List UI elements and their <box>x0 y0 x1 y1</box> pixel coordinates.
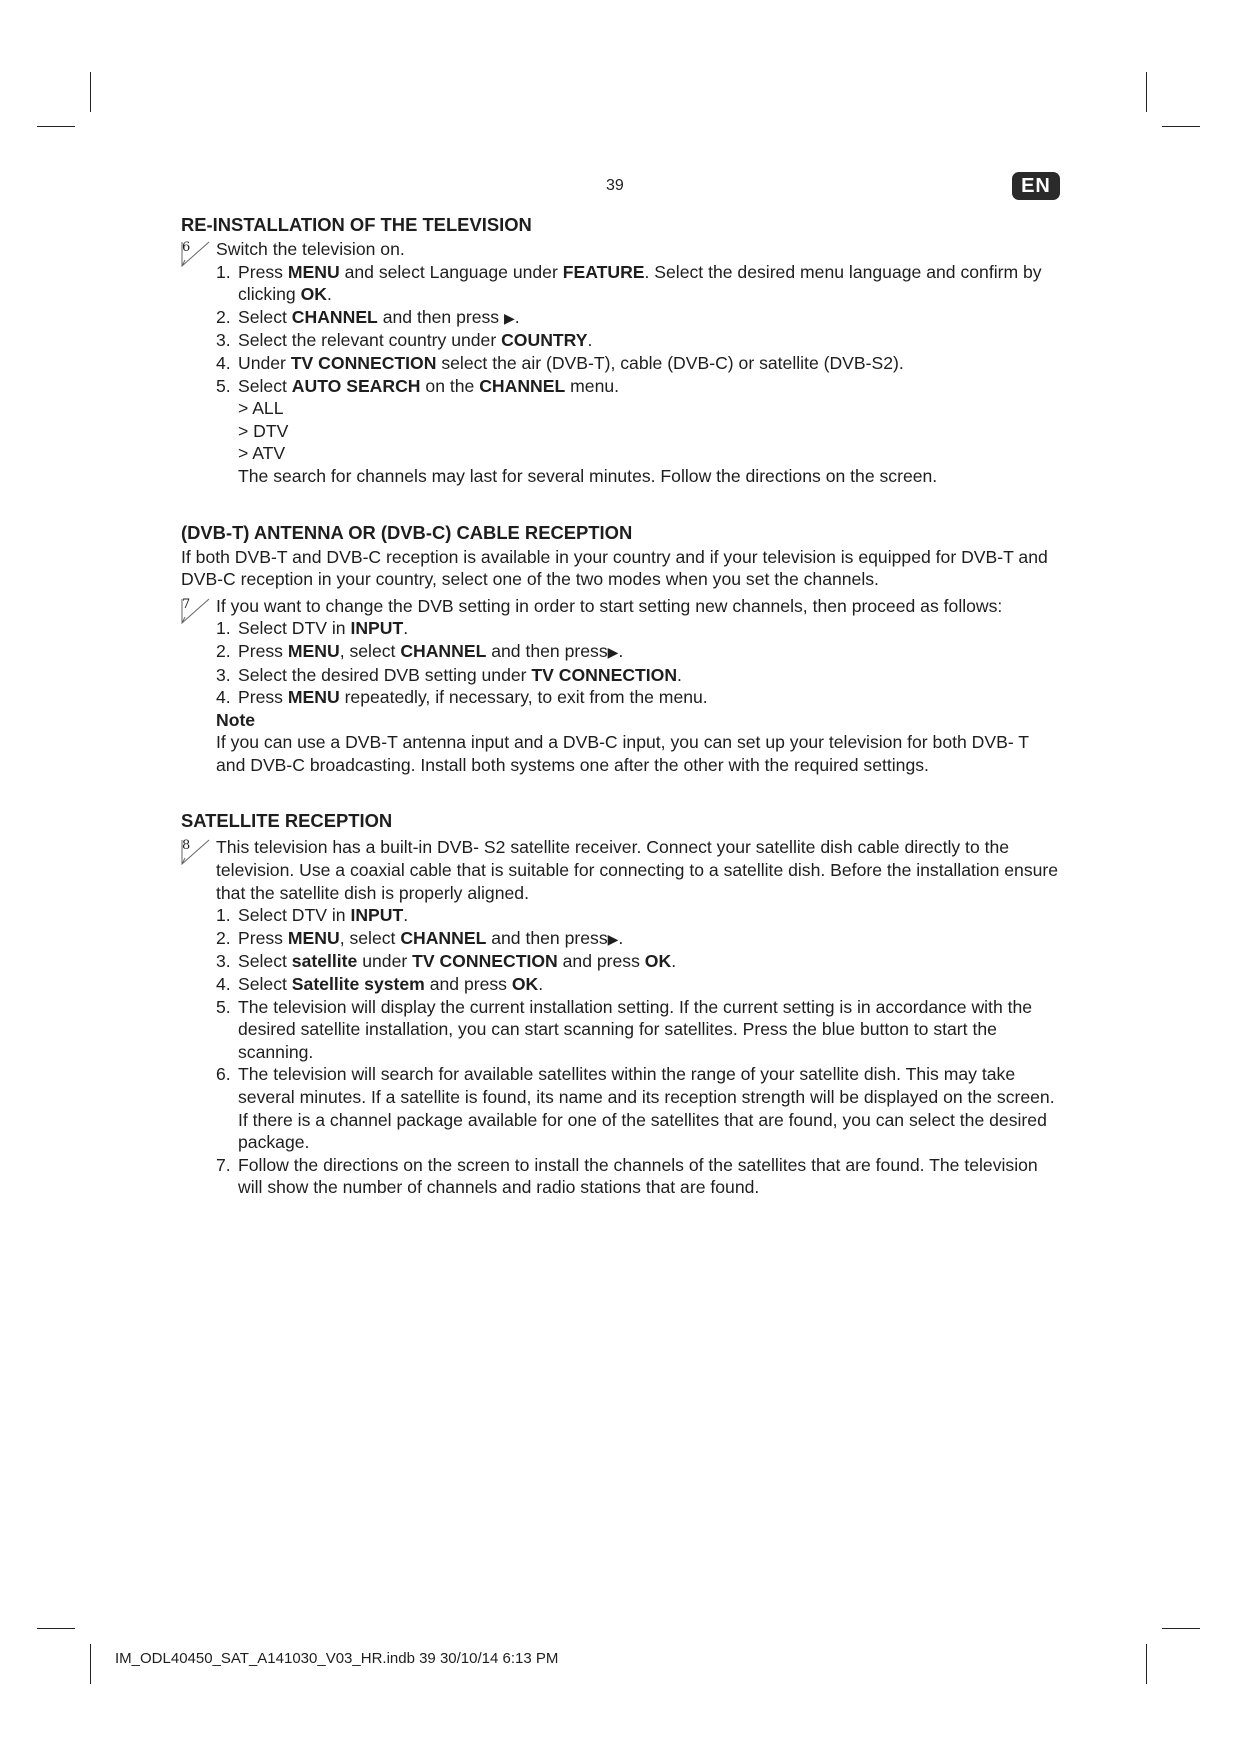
list-item: 5. Select AUTO SEARCH on the CHANNEL menu. <box>216 375 620 396</box>
list-item: 7. Follow the directions on the screen to install the channels of the satellites that are found. The television will show the number of channels and radio stations that are found. <box>216 1154 1038 1198</box>
list-item: 6. The television will search for available satellites within the range of your satellite dish. This may take several minutes. If a satellite is found, its name and its reception strength will be displayed on the screen. If there is a channel package available for one of the satellites that are found, you can select the desired package. <box>216 1064 1055 1153</box>
steps-list <box>216 617 1061 708</box>
note-pencil-icon: 7 <box>181 597 211 627</box>
language-badge: EN <box>1012 172 1060 200</box>
list-item: 3. Select satellite under TV CONNECTION and press OK. <box>216 951 677 972</box>
list-item: 4. Select Satellite system and press OK. <box>216 974 544 995</box>
list-item: 1. Select DTV in INPUT. <box>216 905 409 926</box>
section-satellite <box>181 808 1061 1199</box>
play-arrow-icon: ▶ <box>607 930 619 947</box>
crop-mark <box>37 126 75 127</box>
page-number: 39 <box>606 177 624 194</box>
note-block <box>181 595 1061 777</box>
crop-mark <box>37 1628 75 1629</box>
list-item: 4. Under TV CONNECTION select the air (DVB-T), cable (DVB-C) or satellite (DVB-S2). <box>216 352 904 373</box>
list-item: 5. The television will display the current installation setting. If the current setting is in accordance with the desired satellite installation, you can start scanning for satellites. Press the blue button to start the scanning. <box>216 996 1033 1062</box>
list-item: 2. Select CHANNEL and then press ▶. <box>216 306 520 327</box>
crop-mark <box>90 72 91 112</box>
option-all: > ALL <box>238 398 284 419</box>
steps-list <box>216 904 1061 1199</box>
crop-mark <box>1162 1628 1200 1629</box>
list-item: 3. Select the relevant country under COUNTRY. <box>216 330 593 351</box>
list-item: 4. Press MENU repeatedly, if necessary, to exit from the menu. <box>216 687 708 708</box>
note-block <box>181 836 1061 1199</box>
list-item: 2. Press MENU, select CHANNEL and then press▶. <box>216 927 624 948</box>
section-title: RE-INSTALLATION OF THE TELEVISION <box>181 214 532 235</box>
note-block <box>181 238 1061 488</box>
note-intro: Switch the television on. <box>216 239 405 259</box>
section-reinstallation <box>181 212 1061 488</box>
page-content <box>181 212 1061 1199</box>
crop-mark <box>1146 1644 1147 1684</box>
note-text: If you want to change the DVB setting in order to start setting new channels, then proceed as follows: <box>216 595 1003 616</box>
section-antenna-cable <box>181 520 1061 777</box>
print-footer: IM_ODL40450_SAT_A141030_V03_HR.indb 39 30/10/14 6:13 PM <box>115 1650 559 1667</box>
crop-mark <box>1162 126 1200 127</box>
list-item: 1. Press MENU and select Language under FEATURE. Select the desired menu language and confirm by clicking OK. <box>216 261 1042 305</box>
option-atv: > ATV <box>238 443 286 464</box>
crop-mark <box>1146 72 1147 112</box>
note-label: Note <box>216 709 256 730</box>
section-title: SATELLITE RECEPTION <box>181 810 393 832</box>
list-item: 2. Press MENU, select CHANNEL and then press▶. <box>216 640 624 661</box>
option-dtv: > DTV <box>238 420 289 441</box>
note-pencil-icon: 8 <box>181 838 211 868</box>
closing-text: The search for channels may last for several minutes. Follow the directions on the screen. <box>238 465 938 486</box>
section-intro: If both DVB-T and DVB-C reception is available in your country and if your television is equipped for DVB-T and DVB-C reception in your country, select one of the two modes when you set the channels. <box>181 546 1048 590</box>
crop-mark <box>90 1644 91 1684</box>
note-pencil-icon: 6 <box>181 240 211 270</box>
note-intro: This television has a built-in DVB- S2 satellite receiver. Connect your satellite dish cable directly to the television. Use a coaxial cable that is suitable for connecting to a satellite dish. Before the installation ensure that the satellite dish is properly aligned. <box>216 837 1059 903</box>
list-item: 1. Select DTV in INPUT. <box>216 618 409 639</box>
steps-list <box>216 261 1061 398</box>
list-item: 3. Select the desired DVB setting under TV CONNECTION. <box>216 664 682 685</box>
play-arrow-icon: ▶ <box>607 643 619 660</box>
search-options <box>216 397 1061 487</box>
section-title: (DVB-T) ANTENNA OR (DVB-C) CABLE RECEPTION <box>181 521 633 543</box>
play-arrow-icon: ▶ <box>503 309 515 326</box>
note-body: If you can use a DVB-T antenna input and a DVB-C input, you can set up your television for both DVB- T and DVB-C broadcasting. Install both systems one after the other with the required settings. <box>216 732 1029 775</box>
